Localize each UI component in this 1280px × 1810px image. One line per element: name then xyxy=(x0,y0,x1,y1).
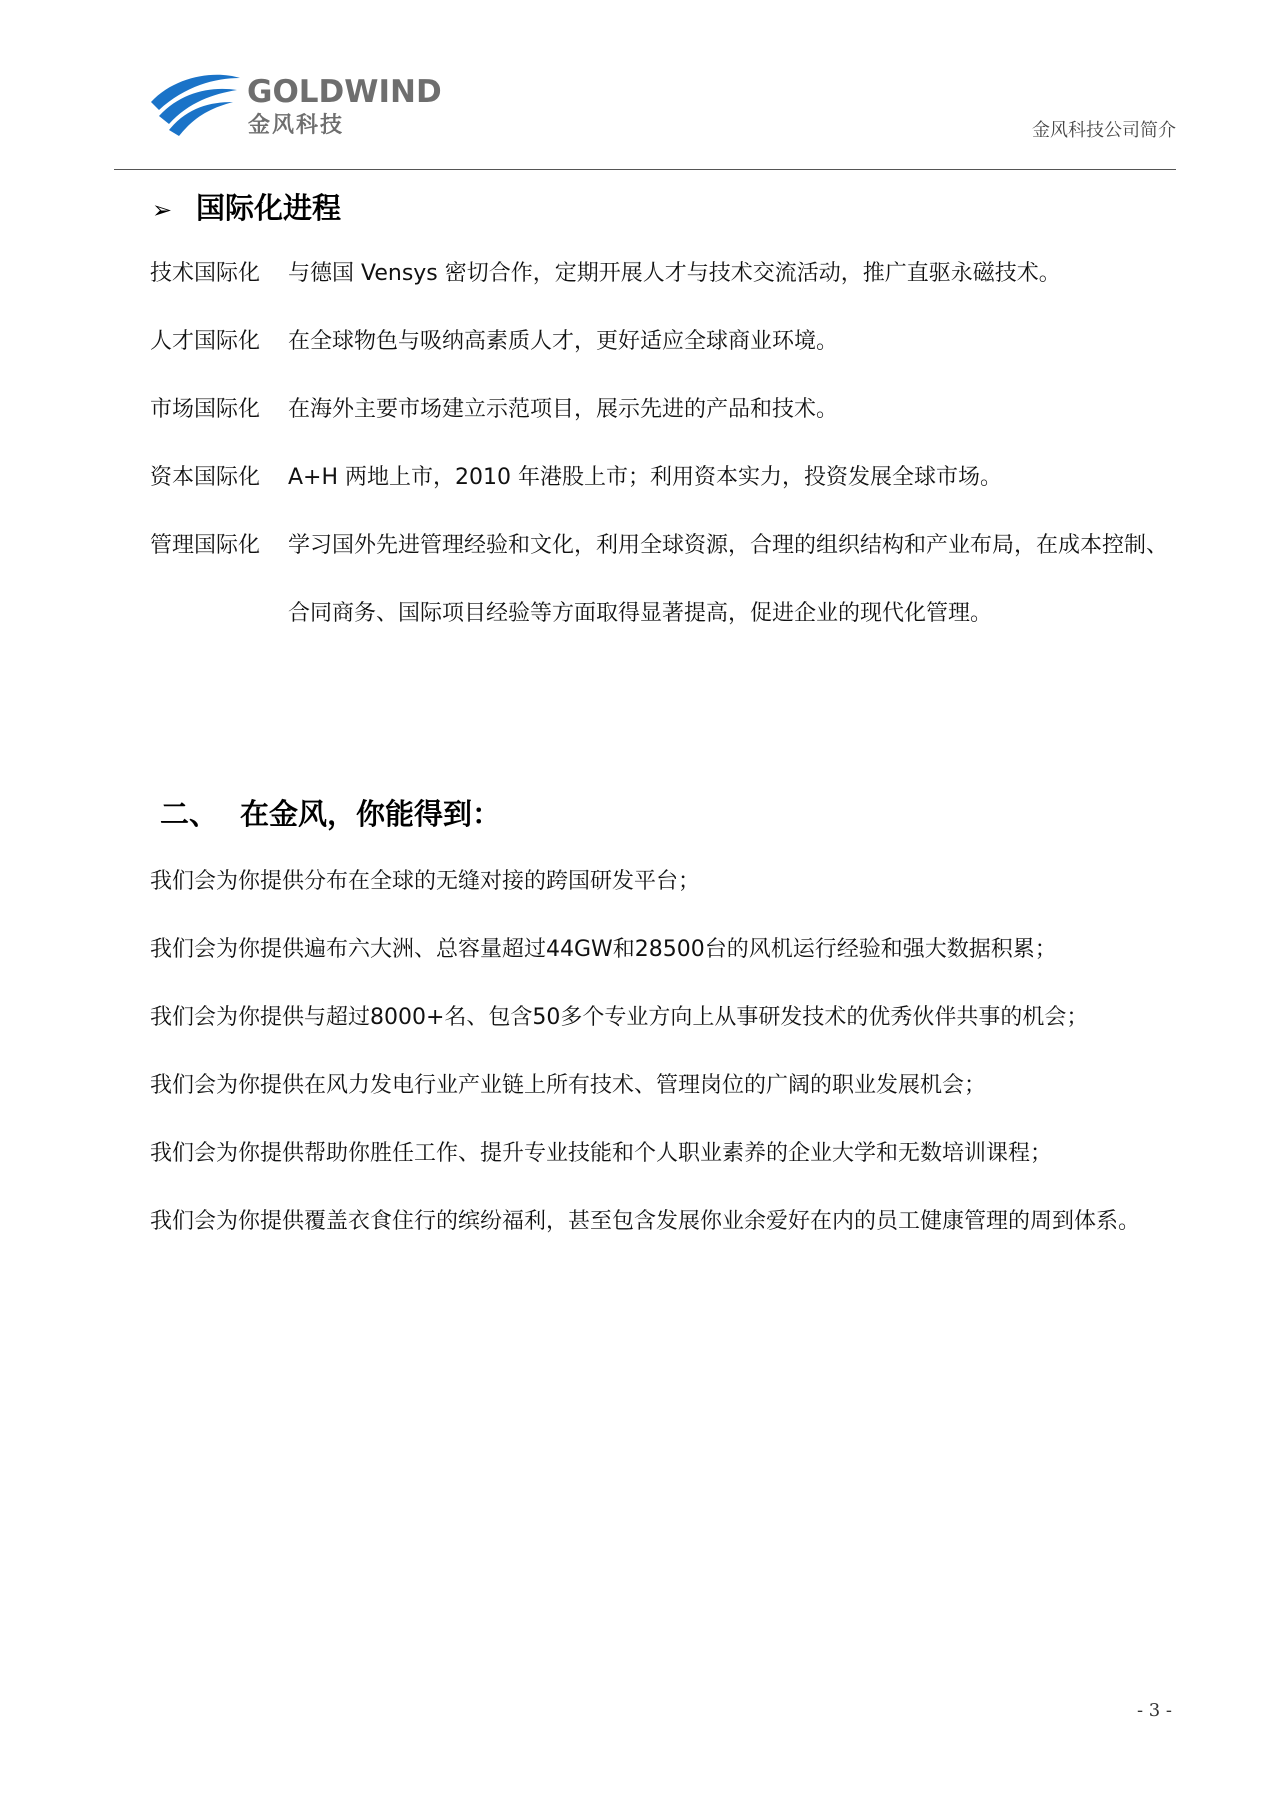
goldwind-logo xyxy=(145,72,445,142)
item-text: 在全球物色与吸纳高素质人才，更好适应全球商业环境。 xyxy=(288,329,839,354)
item-label: 管理国际化 xyxy=(150,533,261,558)
section-title: 在金风，你能得到： xyxy=(240,797,502,831)
item-label: 人才国际化 xyxy=(150,329,261,354)
item-text: 在海外主要市场建立示范项目，展示先进的产品和技术。 xyxy=(288,397,839,422)
benefit-item: 我们会为你提供帮助你胜任工作、提升专业技能和个人职业素养的企业大学和无数培训课程； xyxy=(150,1141,1053,1166)
list-item xyxy=(150,526,1180,648)
wind-swoosh-icon xyxy=(145,72,245,138)
document-title: 金风科技公司简介 xyxy=(1032,120,1176,141)
benefit-item: 我们会为你提供覆盖衣食住行的缤纷福利，甚至包含发展你业余爱好在内的员工健康管理的周到体系。 xyxy=(150,1209,1141,1234)
arrow-bullet-icon: ➢ xyxy=(152,196,173,224)
item-label: 资本国际化 xyxy=(150,465,261,490)
item-text: 与德国 Vensys 密切合作，定期开展人才与技术交流活动，推广直驱永磁技术。 xyxy=(288,261,1061,286)
list-item xyxy=(150,254,1180,322)
section-heading-internationalization xyxy=(152,186,341,227)
benefits-list xyxy=(150,862,1210,1270)
item-text: 学习国外先进管理经验和文化，利用全球资源，合理的组织结构和产业布局，在成本控制、合同商务、国际项目经验等方面取得显著提高，促进企业的现代化管理。 xyxy=(288,533,1169,626)
section-heading-benefits xyxy=(160,792,501,833)
page-number: - 3 - xyxy=(1136,1700,1172,1721)
section-title: 国际化进程 xyxy=(196,191,342,225)
logo-chinese-text: 金风科技 xyxy=(248,113,345,138)
header-divider xyxy=(114,169,1176,170)
internationalization-list xyxy=(150,254,1180,648)
section-number: 二、 xyxy=(160,797,219,831)
benefit-item: 我们会为你提供遍布六大洲、总容量超过44GW和28500台的风机运行经验和强大数据积累； xyxy=(150,937,1057,962)
item-text: A+H 两地上市，2010 年港股上市；利用资本实力，投资发展全球市场。 xyxy=(288,465,1003,490)
benefit-item: 我们会为你提供分布在全球的无缝对接的跨国研发平台； xyxy=(150,869,701,894)
list-item xyxy=(150,322,1180,390)
item-label: 技术国际化 xyxy=(150,261,261,286)
benefit-item: 我们会为你提供在风力发电行业产业链上所有技术、管理岗位的广阔的职业发展机会； xyxy=(150,1073,987,1098)
logo-english-text: GOLDWIND xyxy=(247,74,442,110)
benefit-item: 我们会为你提供与超过8000+名、包含50多个专业方向上从事研发技术的优秀伙伴共事的机会； xyxy=(150,1005,1089,1030)
item-label: 市场国际化 xyxy=(150,397,261,422)
list-item xyxy=(150,390,1180,458)
